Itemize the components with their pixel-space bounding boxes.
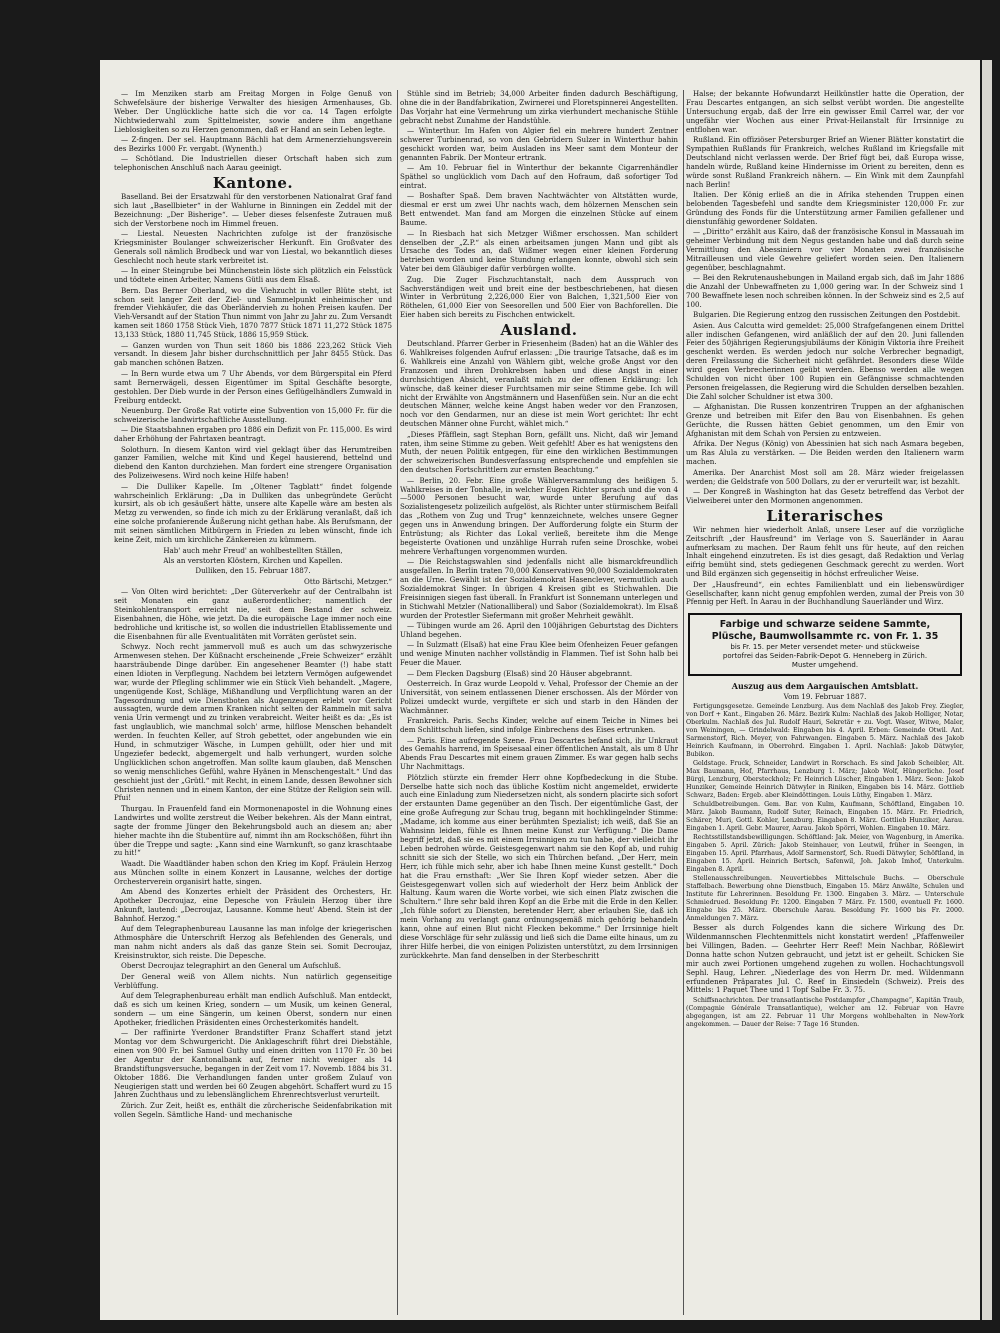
news-item: Italien. Der König erließ an die in Afrika stehenden Truppen einen belobenden Tagesbefehl und sandte dem Kriegsminister 120,000 Fr. zur Gründung des Fonds für die Unterstützung armer Familien gefallener und dienstunfähig gewordener Soldaten. bbox=[686, 189, 964, 226]
shipping-news: Schiffsnachrichten. Der transatlantische Postdampfer „Champagne“, Kapitän Traub, (Compagnie Générale Transatlantique), welcher am 12. Februar von Havre abgegangen, ist am 22. Februar 11 Uhr Morgens wohlbehalten in New-York angekommen. — Dauer der Reise: 7 Tage 16 Stunden. bbox=[686, 996, 964, 1028]
column-rule-1 bbox=[397, 90, 398, 1315]
ad-line: Farbige und schwarze seidene Sammte, bbox=[719, 619, 931, 631]
news-item: Asien. Aus Calcutta wird gemeldet: 25,000 Strafgefangenen einem Drittel aller indischen Gefangenen, wird anläßlich der auf den 20. Juni fallenden Feier des 50jährigen Regierungsjubiläums der Königin Viktoria ihre Freiheit geschenkt werden. Es werden jedoch nur solche Verbrecher begnadigt, deren Freilassung die Sicherheit nicht gefährdet. Besonders diese Wilde wird gegen Verbrecherinnen geübt werden. Ebenso werden alle wegen Schulden von nicht über 100 Rupien ein Gefängnisse schmachtenden Personen freigelassen, die Regierung wird die Schulden derselben bezahlen. Die Zahl solcher Schuldner ist etwa 300. bbox=[686, 320, 964, 401]
news-item: Baselland. Bei der Ersatzwahl für den verstorbenen Nationalrat Graf fand sich laut „Basellbieter“ in der Wahlurne in Binningen ein Zeddel mit der Bezeichnung: „Der Bisherige“. — Ueber dieses felsenfeste Zutrauen muß sich der Verstorbene noch im Himmel freuen. bbox=[114, 192, 392, 228]
news-item: Bern. Das Berner Oberland, wo die Viehzucht in voller Blüte steht, ist schon seit langer Zeit der Ziel- und Sammelpunkt einheimischer und fremder Viehkäufer, die das Oberländervieh zu hohen Preisen kaufen. Der Vieh-Versandt auf der Station Thun nimmt von Jahr zu Jahr zu. Zum Versandt kamen seit 1860 1758 Stück Vieh, 1870 7877 Stück 1871 11,272 Stück 1875 13,133 Stück, 1880 11,745 Stück, 1886 15,959 Stück. bbox=[114, 285, 392, 340]
column-1 bbox=[114, 90, 392, 1315]
page-edge bbox=[982, 60, 992, 1320]
news-item: Solothurn. In diesem Kanton wird viel geklagt über das Herumtreiben ganzer Familien, welche mit Kind und Kegel hausierend, bettelnd und diebend den Kanton durchziehen. Man fordert eine strengere Organisation des Polizeiwesens. Wird noch keine Hilfe haben! bbox=[114, 444, 392, 481]
news-item: Oberst Decroujaz telegraphirt an den General um Aufschluß. bbox=[121, 961, 342, 971]
news-item: Schwyz. Noch recht jammervoll muß es auch um das schwyzerische Armenwesen stehen. Der Küßnacht erscheinende „Freie Schweizer“ erzählt haarsträubende Dinge darüber. Ein angesehener Beamter (!) habe statt einen Idioten in Verpflegung. Nachdem bei letztern Vermögen aufgewendet war, wurde der Pflegling schlimmer wie ein Stück Vieh behandelt. „Magere, ungenügende Kost, Schläge, Mißhandlung und Verpflichtung waren an der Tagesordnung und wie Dienstboten als Augenzeugen erlebt vor Gericht aussagten, wurde dem armen Kranken nicht selten der Rammeln mit salva venia Urin vermengt und zu trinken verabreicht. Weiter heißt es da: „Es ist fast unglaublich, wie manchmal solch' arme, hilflose Menschen behandelt werden. In feuchten Keller, auf Stroh gebettet, oder angebunden wie ein Hund, in schmutziger Wäsche, in Lumpen gehüllt, oder hier und mit Ungeziefer bedeckt, abgemergelt und halb verhungert, wurden solche Unglücklichen schon angetroffen. Man sollte kaum glauben, daß Menschen so wenig menschliches Gefühl, wahre Hyänen in Menschengestalt.“ Und das geschieht just der „Grütl.“ mit Recht, in einem Lande, dessen Bewohner sich Christen nennen und in einem Kanton, der eine Stütze der Religion sein will. Pfui! bbox=[114, 642, 392, 803]
news-item: Stühle sind im Betrieb; 34,000 Arbeiter finden dadurch Beschäftigung, ohne die in der Bandfabrikation, Zwirnerei und Floretspinnerei Angestellten. Das Vorjahr hat eine Vermehrung um zirka vierhundert mechanische Stühle gebracht nebst Zunahme der Handstühle. bbox=[400, 90, 678, 125]
news-item: — Paris. Eine aufregende Szene. Frau Descartes befand sich, ihr Unkraut des Gemahls harrend, im Speisesaal einer öffentlichen Anstalt, als um 8 Uhr Abends Frau Descartes mit einem grauen Zimmer. Es war gegen halb sechs Uhr Nachmittags. bbox=[400, 735, 678, 772]
amtsblatt-item: Schuldbetreibungen. Gem. Bar. von Kulm, Kaufmann, Schöftland, Eingaben 10. März. Jakob Baumann, Rudolf Suter, Reinach, Eingaben 15. März. Fr. Friedrich, Schärer, Muri, Gottl. Kohler, Lenzburg. Eingaben 8. März. Gottlieb Hunziker, Aarau. Eingaben 1. April. Gebr. Maurer, Aarau. Jakob Spörri, Wohlen. Eingaben 10. März. bbox=[686, 801, 964, 832]
news-item: Plötzlich stürzte ein fremder Herr ohne Kopfbedeckung in die Stube. Derselbe hatte sich noch das übliche Kostüm nicht angemeldet, erwiderte auch eine Einladung zum Niedersetzen nicht, als sondern placirte sich sofort der erstaunten Dame gegenüber an den Tisch. Der eigentümliche Gast, der eine große Aufregung zur Schau trug, begann mit hochklingelnder Stimme: „Madame, ich komme aus einer berühmten Spezialist; ich weiß, daß Sie an Wahnsinn leiden, fühle es Ihnen meine Kunst zur Verfügung.“ Die Dame begriff jetzt, daß sie es mit einem Irrsinnigen zu tun habe, der vielleicht ihr Leben bedrohen würde. Geistesgegenwart nahm sie den Kopf ab, und ruhig schnitt sie sich der Stelle, wo sich ein Thürchen befand. „Der Herr, mein Herr, ich fühle mich sehr, aber ich habe Ihnen meine Kunst gestellt.“ Doch hat die Frau ernsthaft: „Wer Sie Ihren Kopf wieder setzen. Aber die Geistesgegenwart vollen sich auf wiederholt der Herz beim Anblick der Haltung. Kaum waren die Worte vorbei, wie sich einen Platz zwischen die Schultern.“ Ihre sehr bald ihren Kopf an die Erbe mit die Erde in den Keller. „Ich fühle sofort zu Diensten, beretender Herr, aber erlauben Sie, daß ich mein Vorhang zu verlangt ganz ordnungsgemäß mich gehörig behandeln kann, ohne auf einen Blut nicht Flecken bekomme.“ Der Irrsinnige hielt diese Vorschläge für sehr zulässig und ließ sich die Dame eilte hinaus, um zu ihrer Hilfe herbei, die von einigen Polizisten unterstützt, zu dem Irrsinnigen zurückkehrte. Man fand denselben in der Sterbeschritt bbox=[400, 772, 678, 960]
news-item: — Am 10. Februar fiel in Winterthur der bekannte Cigarrenhändler Späthel so unglücklich vom Dach auf den Hofraum, daß sofortiger Tod eintrat. bbox=[400, 163, 678, 191]
news-item: — Schötland. Die Industriellen dieser Ortschaft haben sich zum telephonischen Anschluß nach Aarau geeinigt. bbox=[114, 154, 392, 173]
amtsblatt-item: Fertigungsgesetze. Gemeinde Lenzburg. Aus dem Nachlaß des Jakob Frey. Ziegler, von Dorf + Kant., Eingaben 26. März. Bezirk Kulm: Nachlaß des Jakob Holliger, Notar, Oberkulm. Nachlaß des Jul. Rudolf Hauri, Sekretär + zu. Vogt. Waser, Witwe, Maler, von Weiningen, — Grindelwald: Eingaben bis 4. April. Erben: Gemeinde Otwil. Ant. Sarmenstorf, Rich. Meyer, von Fahrwangen. Eingaben 5. März. Nachlaß des Jakob Heinrich Kaufmann, in Oberrohrd. Eingaben 1. April. Nachlaß: Jakob Dätwyler, Bubikon. bbox=[686, 703, 964, 758]
news-item: Am Abend des Konzertes erhielt der Präsident des Orchesters, Hr. Apotheker Decroujaz, eine Depesche von Fräulein Herzog über ihre Ankunft, lautend: „Decroujaz, Lausanne. Komme heut' Abend. Stein ist der Bahnhof. Herzog.“ bbox=[114, 887, 392, 923]
amtsblatt-item: Rechtsstillstandsbewilligungen. Schöftland: Jak. Meier, von Wagenburg, in Amerika. Eingaben 5. April. Zürich: Jakob Steinhauer, von Leutwil, früher in Seengen, in Eingaben 15. April. Pfarrhaus, Adolf Sarmenstorf, Sch. Ruedi Dätwyler, Schöftland, in Eingaben 15. April. Heinrich Bertsch, Safenwil, Joh. Jakob Imhof, Unterkulm. Eingaben 8. April. bbox=[686, 834, 964, 873]
news-item: — In Sulzmatt (Elsaß) hat eine Frau Klee beim Ofenheizen Feuer gefangen und wenige Minuten nachher vollständig in Flammen. Tief ist Sohn halb bei Feuer die Mauer. bbox=[400, 640, 678, 668]
newspaper-page bbox=[100, 60, 980, 1320]
news-item: — Z-fingen. Der sel. Hauptmann Bächli hat dem Armenerziehungsverein des Bezirks 1000 Fr. vergabt. (Wynenth.) bbox=[114, 135, 392, 153]
news-item: Bulgarien. Die Regierung entzog den russischen Zeitungen den Postdebit. bbox=[693, 310, 961, 320]
dateline: Dulliken, den 15. Februar 1887. bbox=[195, 566, 311, 576]
ad-line: Plüsche, Baumwollsammte rc. von Fr. 1. 35 bbox=[711, 631, 939, 643]
news-item: Der „Hausfreund“, ein echtes Familienblatt und ein liebenswürdiger Gesellschafter, kann nicht genug empfohlen werden, zumal der Preis von 30 Pfennig per Heft. In Aarau in der Buchhandlung Sauerländer und Wirz. bbox=[686, 579, 964, 607]
news-item: Zug. Die Zuger Fischzuchtanstalt, nach dem Ausspruch von Sachverständigen weit und breit eine der bestbeschriebenen, hat diesen Winter in Verbrütung 2,226,000 Eier von Balchen, 1,321,500 Eier von Röthelen, 61,000 Eier von Seesorellen und 500 Eier von Bachforellen. Die Eier haben sich bereits zu Fischchen entwickelt. bbox=[400, 274, 678, 320]
news-item: — Die Dulliker Kapelle. Im „Oltener Tagblatt“ findet folgende wahrscheinlich Erklärung: „Da in Dulliken das unbegründete Gerücht kursirt, als ob ich gesäußert hätte, unsere alte Kapelle wäre am besten als Metzg zu verwenden, so finde ich mich zu der Erklärung veranlaßt, daß ich eine solche profanierende Äußerung nicht gethan habe. Als Berufsmann, der mit seinen sämtlichen Mitbürgern in Frieden zu leben wünscht, finde ich keine Zeit, mich um kirchliche Zänkereien zu kümmern. bbox=[114, 481, 392, 545]
news-item: Deutschland. Pfarrer Gerber in Friesenheim (Baden) hat an die Wähler des 6. Wahlkreises folgenden Aufruf erlassen: „Die traurige Tatsache, daß es im 6. Wahlkreis eine Anzahl von Wählern gibt, welche große Angst vor den Franzosen und ihren Drohkrebsen haben und diese Angst in einer durchsichtigen Absicht, veranlaßt mich zu der offenen Erklärung: Ich wünsche, daß keiner dieser Furchtsamen mir seine Stimme gebe. Ich will nicht der Erwählte von Angstmännern und Hasenfüßen sein. Nur an die echt deutschen Männer, welche keine Angst haben weder vor den Franzosen, noch vor den Gendarmen, nur an diese ist mein Wort gerichtet: Ihr echt deutschen Männer ohne Furcht, wählet mich.“ bbox=[400, 339, 678, 429]
news-item: — Bei den Rekrutenaushebungen in Mailand ergab sich, daß im Jahr 1886 die Anzahl der Unbewaffneten zu 1,000 gering war. In der Schweiz sind 1 700 Bewaffnete lesen noch schreiben können. In der Schweiz sind es 2,5 auf 100. bbox=[686, 273, 964, 309]
news-item: Zürich. Zur Zeit, heißt es, enthält die zürcherische Seidenfabrikation mit vollen Segeln. Sämtliche Hand- und mechanische bbox=[114, 1100, 392, 1119]
news-item: — Die Staatsbahnen ergaben pro 1886 ein Defizit von Fr. 115,000. Es wird daher Erhöhung der Fahrtaxen beantragt. bbox=[114, 425, 392, 444]
news-item: Amerika. Der Anarchist Most soll am 28. März wieder freigelassen werden; die Geldstrafe von 500 Dollars, zu der er verurteilt war, ist bezahlt. bbox=[686, 467, 964, 486]
news-item: „Dieses Pfäfflein, sagt Stephan Born, gefällt uns. Nicht, daß wir Jemand raten, ihm seine Stimme zu geben. Weit gefehlt! Aber es hat wenigstens den Muth, der neuen Politik entgegen, für eine den wirklichen Bestimmungen der schweizerischen Bundesverfassung entsprechende und empfehlen sie den deutschen Fortschrittlern zur ernsten Beachtung.“ bbox=[400, 429, 678, 475]
news-item: Der General weiß von Allem nichts. Nun natürlich gegenseitige Verblüffung. bbox=[114, 971, 392, 990]
news-item: — Dem Flecken Dagsburg (Elsaß) sind 20 Häuser abgebrannt. bbox=[407, 668, 633, 678]
section-heading-literarisches: Literarisches bbox=[766, 506, 884, 525]
news-item: Neuenburg. Der Große Rat votirte eine Subvention von 15,000 Fr. für die schweizerische landwirtschaftliche Ausstellung. bbox=[114, 405, 392, 424]
news-item: — Der Kongreß in Washington hat das Gesetz betreffend das Verbot der Vielweiberei unter den Mormonen angenommen. bbox=[686, 486, 964, 505]
news-item: — Der raffinirte Yverdoner Brandstifter Franz Schaffert stand jetzt Montag vor dem Schwurgericht. Die Anklageschrift führt drei Diebstähle, einen von 900 Fr. bei Samuel Guthy und einen dritten von 1170 Fr. 30 bei der Agentur der Kantonalbank auf, ferner nicht weniger als 14 Brandstiftungsversuche, begangen in der Zeit vom 17. Novemb. 1884 bis 31. Oktober 1886. Die Verhandlungen fanden unter großem Zulauf von Neugierigen statt und werden bei 60 Zeugen abgehört. Schaffert wurd zu 15 Jahren Zuchthaus und zu lebenslänglichem Ehrenrechtsverlust verurteilt. bbox=[114, 1028, 392, 1100]
news-item: — In einer Steingrube bei Münchenstein löste sich plötzlich ein Felsstück und tödtete einen Arbeiter, Namens Gütli aus dem Elsaß. bbox=[114, 266, 392, 285]
news-item: — „Diritto“ erzählt aus Kairo, daß der französische Konsul in Massauah im geheimer Verbindung mit dem Negus gestanden habe und daß durch seine Vermittlung den Abessiniern vor vier Monaten zwei französische Mitrailleusen und viele Gewehre geliefert worden seien. Den Italienern gegenüber, beschlagnahmt. bbox=[686, 227, 964, 272]
column-rule-2 bbox=[683, 90, 684, 1315]
news-item: — Ganzen wurden von Thun seit 1860 bis 1886 223,262 Stück Vieh versandt. In diesem Jahr bisher durchschnittlich per Jahr 8455 Stück. Das gab manchen schönen Batzen. bbox=[114, 340, 392, 368]
news-item: Halse; der bekannte Hofwundarzt Heilkünstler hatte die Operation, der Frau Descartes entgangen, an sich selbst verübt worden. Die angestellte Untersuchung ergab, daß der Irre ein gewisser Emil Carrel war, der vor ungefähr vier Wochen aus einer Privat-Heilanstalt für Irrsinnige zu entflohen war. bbox=[686, 90, 964, 134]
news-item: — Afghanistan. Die Russen konzentriren Truppen an der afghanischen Grenze und betreiben mit Eifer den Bau von Eisenbahnen. Es gehen Gerüchte, die Russen hätten Gebiet genommen, um den Emir von Afghanistan mit dem Schah von Persien zu entzweien. bbox=[686, 402, 964, 439]
news-item: Rußland. Ein offiziöser Petersburger Brief an Wiener Blätter konstatirt die Sympathien Rußlands für Frankreich, welches Rußland im Kriegsfalle mit Deutschland nicht verlassen werde. Der Brief fügt bei, daß Europa wisse, handeln würde, Rußland keine Hindernisse im Orient zu bereiten, denn es würde sonst Rußland Frankreich nähern. — Ein Wink mit dem Zaunpfahl nach Berlin! bbox=[686, 135, 964, 189]
news-item: Auf dem Telegraphenbureau Lausanne las man infolge der kriegerischen Athmosphäre die Unterschrift Herzog als Befehlenden des Generals, und man nahm nicht anders als daß das ganze Stein sei. Somit Decroujaz, Kreisinstruktor, sich reiste. Die Depesche. bbox=[114, 924, 392, 960]
news-item: Wir nehmen hier wiederholt Anlaß, unsere Leser auf die vorzügliche Zeitschrift „der Hausfreund“ im Verlage von S. Sauerländer in Aarau aufmerksam zu machen. Der Raum fehlt uns für heute, auf den reichen Inhalt eingehend einzutreten. Es ist dies gesagt, daß Redaktion und Verlag eifrig bemüht sind, stets gediegenen Geschmack gerecht zu werden. Wort und Bild ergänzen sich gegenseitig in höchst erfreulicher Weise. bbox=[686, 524, 964, 579]
news-item: — Von Olten wird berichtet: „Der Güterverkehr auf der Centralbahn ist seit Monaten ein ganz außerordentlicher; namentlich der Steinkohlentransport erreicht nie, seit dem Bestand der schweiz. Eisenbahnen, die Höhe, wie jetzt. Da die europäische Lage immer noch eine bedrohliche und kritische ist, so wollen die industriellen Etablissemente und die Eisenbahnen für alle Eventualitäten mit Vorräten gerüstet sein. bbox=[114, 587, 392, 641]
column-2 bbox=[400, 90, 678, 1315]
news-item: — Im Menziken starb am Freitag Morgen in Folge Genuß von Schwefelsäure der bisherige Verwalter des hiesigen Armenhauses, Gb. Weber. Der Unglückliche hatte sich die vor ca. 14 Tagen erfolgte Nichtwiederwahl zum Spittelmeister, sowie andere ihm angethane Lieblosigkeiten so zu Herzen genommen, daß er Hand an sein Leben legte. bbox=[114, 90, 392, 134]
verse-line: Als an verstorten Klöstern, Kirchen und Kapellen. bbox=[163, 555, 343, 565]
news-item: Auf dem Telegraphenbureau erhält man endlich Aufschluß. Man entdeckt, daß es sich um keinen Krieg, sondern — um Musik, um keinen General, sondern — um eine Sängerin, um keinen Oberst, sondern nur einen Apotheker, friedlichen Präsidenten eines Orchesterkomités handelt. bbox=[114, 991, 392, 1027]
signature: Otto Bärtschi, Metzger.“ bbox=[304, 576, 392, 586]
section-heading-ausland: Ausland. bbox=[500, 321, 578, 340]
column-3 bbox=[686, 90, 964, 1315]
news-item: Afrika. Der Negus (König) von Abessinien hat sich nach Asmara begeben, um Ras Alula zu verstärken. — Die Beiden werden den Italienern warm machen. bbox=[686, 439, 964, 467]
news-item: — Liestal. Neuesten Nachrichten zufolge ist der französische Kriegsminister Boulanger schweizerischer Herkunft. Ein Großvater des Generals soll nämlich Brodbeck und war von Liestal, wo bekanntlich dieses Geschlecht noch heute stark verbreitet ist. bbox=[114, 229, 392, 265]
news-item: Waadt. Die Waadtländer haben schon den Krieg im Kopf. Fräulein Herzog aus München sollte in einem Konzert in Lausanne, welches der dortige Orchesterverein organisirt hatte, singen. bbox=[114, 858, 392, 886]
section-heading-kantone: Kantone. bbox=[212, 174, 294, 193]
news-item: — Die Reichstagswahlen sind jedenfalls nicht alle bismarckfreundlich ausgefallen. In Berlin traten 70,000 Konservativen 90,000 Sozialdemokraten an die Urne. Gewählt ist der Sozialdemokrat Hasenclever, vermutlich auch Sozialdemokrat Singer. In übrigen 4 Kreisen gibt es Stichwahlen. Die Freisinnigen siegen fast überall. In Frankfurt ist Sonnemann unterlegen und in Stichwahl Metzler (Nationalliberal) und Sabor (Sozialdemokrat). Im Elsaß wurden der Protestler Siefermann mit großer Mehrheit gewählt. bbox=[400, 557, 678, 620]
amtsblatt-heading: Auszug aus dem Aargauischen Amtsblatt. bbox=[731, 681, 919, 692]
verse-line: Hab' auch mehr Freud' an wohlbestellten Ställen, bbox=[163, 545, 343, 555]
news-item: Thurgau. In Frauenfeld fand ein Mormonenapostel in die Wohnung eines Landwirtes und wollte zerstreut die Weiber bekehren. Als der Mann eintrat, sagte der fromme Jünger den Bekehrungsbold auch an diesem an; aber hieher machte ihn die Stubentüre auf, nimmt ihn am Rockschößen, führt ihn über die Treppe und sagte: „Kann sind eine Warnkunft, so ganz kraschtaabe zu hit!“ bbox=[114, 803, 392, 858]
advert-text: Besser als durch Folgendes kann die sichere Wirkung des Dr. Wildenmannschen Flechtenmittels nicht konstatirt werden! „Pfaffenweiler bei Villingen, Baden. — Geehrter Herr Reef! Mein Nachbar, Rößlewirt Donna hatte schon Nutzen gebraucht, und jetzt ist er geheilt. Schicken Sie mir auch zwei Portionen umgehend zugehen zu wollen. Hochachtungsvoll Sephl. Haug, Lehrer. „Niederlage des von Herrn Dr. med. Wildenmann erfundenen Präparates Jul. C. Reef in Einsiedeln (Schweiz). Preis des Mittels: 1 Paquet Thee und 1 Topf Salbe Fr. 3. 75. bbox=[686, 923, 964, 995]
news-item: Oesterreich. In Graz wurde Leopold v. Vehal, Professor der Chemie an der Universität, von seinem entlassenen Diener erschossen. Als der Mörder von Polizei umdeckt wurde, vergiftete er sich und starb in den Händen der Wachmänner. bbox=[400, 679, 678, 715]
amtsblatt-date: Vom 19. Februar 1887. bbox=[783, 691, 867, 701]
news-item: — In Bern wurde etwa um 7 Uhr Abends, vor dem Bürgerspital ein Pferd samt Bernerwägeli, dessen Eigentümer im Spital Geschäfte besorgte, gestohlen. Der Dieb wurde in der Person eines Geflügelhändlers Zumwald in Freiburg entdeckt. bbox=[114, 368, 392, 405]
news-item: — In Riesbach hat sich Metzger Wißmer erschossen. Man schildert denselben der „Z.P.“ als einen arbeitsamen jungen Mann und gibt als Ursache des Todes an, daß Wißmer wegen einer kleinen Forderung betrieben worden und keine Stundung erlangen konnte, obwohl sich sein Vater bei dem Gläubiger dafür verbürgen wollte. bbox=[400, 228, 678, 274]
news-item: — Winterthur. Im Hafen von Algier fiel ein mehrere hundert Zentner schwerer Turbinenrad, so von den Gebrüdern Sulzer in Winterthur bahin geschickt worden war, beim Ausladen ins Meer samt dem Monteur der genannten Fabrik. Der Monteur ertrank. bbox=[400, 126, 678, 162]
amtsblatt-item: Geldstage. Fruck, Schneider, Landwirt in Rorschach. Es sind Jakob Scheibler, Alt. Max Baumann, Hof, Pfarrhaus, Lenzburg 1. März; Jakob Wolf, Hüngerliche. Josef Bürgi, Lenzburg, Obersteckholz; Fr. Heinrich Lüscher, Eingaben 1. März. Seon: Jakob Hunziker, Gemeinde Heinrich Dätwyler in Riniken, Eingaben bis 14. März. Gottlieb Schwarz, Baden: Ergeb. aber Kleindöttingen. Louis Lüthy, Eingaben 1. März. bbox=[686, 760, 964, 799]
ad-line: portofrei das Seiden-Fabrik-Depot G. Henneberg in Zürich. bbox=[722, 652, 928, 661]
news-item: Frankreich. Paris. Sechs Kinder, welche auf einem Teiche in Nimes bei dem Schlittschuh liefen, sind infolge Einbrechens des Eises ertrunken. bbox=[400, 716, 678, 735]
ad-line: bis Fr. 15. per Meter versendet meter- und stückweise bbox=[730, 643, 920, 652]
news-item: — Berlin, 20. Febr. Eine große Wählerversammlung des heißigen 5. Wahlkreises in der Tonhalle, in welcher Eugen Richter sprach und die von 4—5000 Personen besucht war, wurde unter Berufung auf das Sozialistengesetz polizeilich aufgelöst, als Richter unter stürmischem Beifall das „Rothem von Zug und Trug“ kennzeichnete, welches unsere Gegner gegen uns in Anwendung bringen. Der Aufforderung folgte ein Sturm der Entrüstung; als Richter das Lokal verließ, bereitete ihm die Menge begeisterte Ovationen und unzählige Hurrah rufen seine Droschke, wobei mehrere Verhaftungen vorgenommen wurden. bbox=[400, 475, 678, 556]
amtsblatt-item: Stellenausschreibungen. Neuvertiebbes Mittelschule Buchs. — Oberschule Staffelbach. Bewerbung ohne Dienstbuch, Eingaben 15. März Anwälte, Schulen und Institute für Lehrerinnen. Besoldung Fr. 1300. Eingaben 3. März. — Unterschule Schmiedrued. Besoldung Fr. 1200. Eingaben 7 März. Fr. 1500, eventuell Fr. 1600. Eingabe bis 25. März. Oberschule Aarau. Besoldung Fr. 1600 bis Fr. 2000. Anmeldungen 7. März. bbox=[686, 875, 964, 922]
advertisement-box bbox=[688, 613, 962, 676]
ad-line: Muster umgehend. bbox=[791, 661, 859, 670]
news-item: — Tübingen wurde am 26. April den 100jährigen Geburtstag des Dichters Uhland begehen. bbox=[400, 621, 678, 640]
news-item: — Boshafter Spaß. Dem braven Nachtwächter von Altstätten wurde, diesmal er erst um zwei Uhr nachts wach, dem hölzernen Menschen sein Bett entwendet. Man fand am Morgen die einzelnen Stücke auf einem Baume. bbox=[400, 191, 678, 228]
